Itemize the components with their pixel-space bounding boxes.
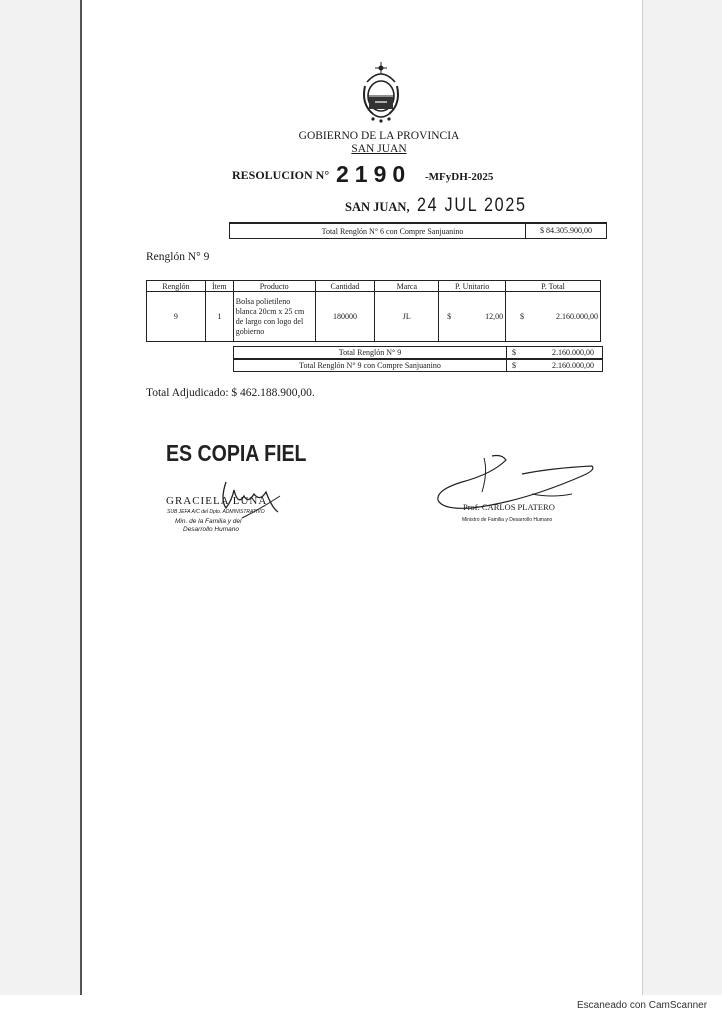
total-renglon-row: [233, 346, 603, 359]
renglon-title: Renglón N° 9: [146, 251, 210, 263]
previous-total-label: Total Renglón N° 6 con Compre Sanjuanino: [321, 226, 464, 236]
signer-right-name: Prof. CARLOS PLATERO: [463, 502, 555, 512]
col-header-cantidad: Cantidad: [315, 281, 375, 292]
cell-producto: Bolsa polietileno blanca 20cm x 25 cm de largo con logo del gobierno: [233, 292, 315, 342]
cell-cantidad: 180000: [315, 292, 375, 342]
previous-total-amount: $ 84.305.900,00: [525, 224, 606, 238]
col-header-p-total: P. Total: [506, 281, 601, 292]
date-stamp: 24 JUL 2025: [417, 195, 527, 216]
col-header-renglon: Renglón: [147, 281, 206, 292]
total-renglon-cs-row: [233, 359, 603, 372]
cell-p-unitario: [439, 292, 506, 342]
government-line-1: GOBIERNO DE LA PROVINCIA: [298, 130, 460, 142]
copy-seal: ES COPIA FIEL: [166, 440, 307, 466]
cell-item: 1: [205, 292, 233, 342]
col-header-p-unitario: P. Unitario: [439, 281, 506, 292]
table-header-row: [147, 281, 601, 292]
total-renglon-cs-currency: $: [512, 361, 516, 370]
table-row: [147, 292, 601, 342]
cell-p-total: [506, 292, 601, 342]
resolution-suffix: -MFyDH-2025: [425, 171, 494, 183]
total-renglon-cs-label: Total Renglón N° 9 con Compre Sanjuanino: [299, 361, 441, 370]
signer-left-ministry-2: Desarrollo Humano: [183, 526, 239, 533]
total-adjudicado: Total Adjudicado: $ 462.188.900,00.: [146, 387, 315, 399]
signer-left-name: GRACIELA LUNA: [166, 495, 268, 507]
signer-left-title: SUB JEFA A/C del Dpto. ADMINISTRATIVO: [167, 509, 265, 515]
resolution-number: 2190: [336, 161, 412, 187]
resolution-label: RESOLUCION N°: [232, 168, 330, 182]
unit-price: 12,00: [485, 312, 504, 321]
government-line-2: SAN JUAN: [351, 143, 407, 155]
currency-symbol: $: [447, 312, 452, 321]
items-table: [146, 280, 601, 342]
total-renglon-amount: 2.160.000,00: [552, 348, 594, 357]
previous-total-box: [229, 222, 607, 239]
currency-symbol: $: [520, 312, 524, 321]
cell-renglon: 9: [147, 292, 206, 342]
total-renglon-cs-amount: 2.160.000,00: [552, 361, 594, 370]
col-header-marca: Marca: [375, 281, 439, 292]
scanner-watermark: Escaneado con CamScanner: [577, 1000, 708, 1011]
total-renglon-label: Total Renglón N° 9: [338, 348, 402, 357]
total-renglon-currency: $: [512, 348, 516, 357]
city-label: SAN JUAN,: [345, 200, 410, 214]
col-header-item: Ítem: [205, 281, 233, 292]
cell-marca: JL: [375, 292, 439, 342]
total-price: 2.160.000,00: [556, 312, 598, 321]
divider: [506, 347, 507, 358]
signer-left-ministry: Min. de la Familia y del: [175, 518, 242, 525]
divider: [506, 360, 507, 371]
signer-right-role: Ministro de Familia y Desarrollo Humano: [462, 517, 553, 523]
col-header-producto: Producto: [233, 281, 315, 292]
coat-of-arms-icon: [359, 60, 403, 124]
